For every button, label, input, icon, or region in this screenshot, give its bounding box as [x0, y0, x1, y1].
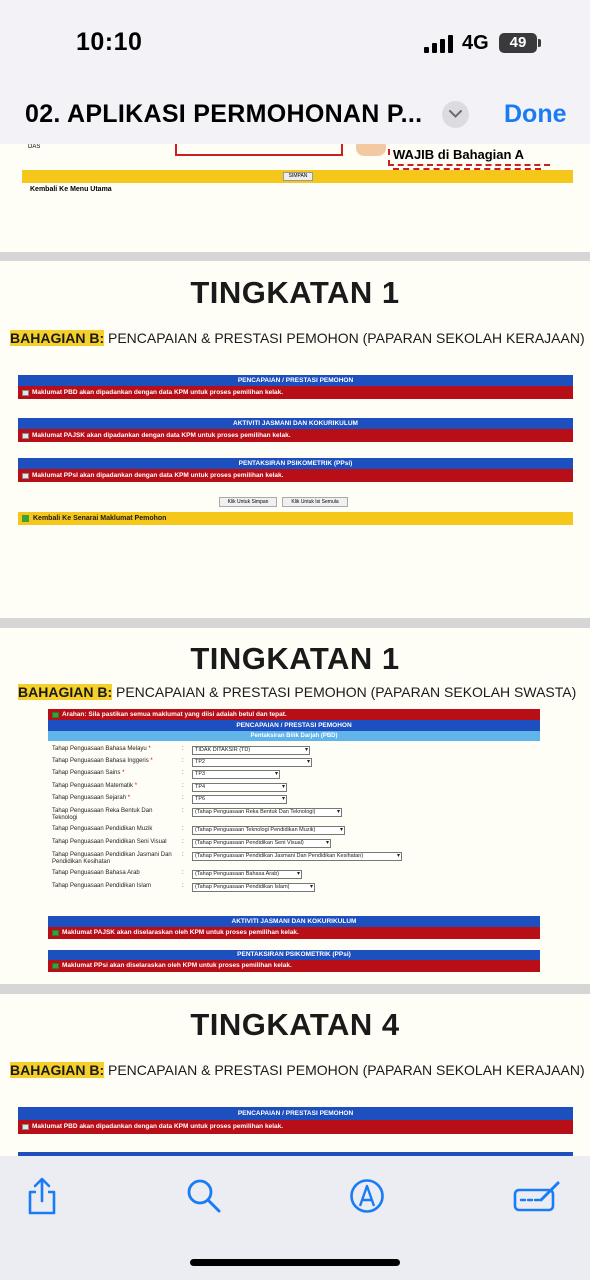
back-arrow-icon	[22, 515, 29, 522]
form-row-sejarah: Tahap Penguasaan Sejarah * : TP6 ▾	[52, 795, 412, 805]
select-muzik[interactable]: (Tahap Penguasaan Teknologi Pendidikan Muzik) ▾	[192, 826, 345, 835]
select-bahasa-melayu[interactable]: TIDAK DITAKSIR (TD) ▾	[192, 746, 310, 755]
battery-tip	[538, 39, 541, 47]
page-title: TINGKATAN 4	[190, 1007, 400, 1042]
bahagian-heading: BAHAGIAN B: PENCAPAIAN & PRESTASI PEMOHON (PAPARAN SEKOLAH KERAJAAN)	[10, 330, 585, 346]
section-header: PENCAPAIAN / PRESTASI PEMOHON	[18, 375, 573, 386]
select-jasmani[interactable]: (Tahap Penguasaan Pendidikan Jasmani Dan Pendidikan Kesihatan) ▾	[192, 852, 402, 861]
title-menu-button[interactable]	[442, 101, 469, 128]
page-3	[0, 628, 590, 984]
info-icon	[52, 930, 59, 936]
form-row-bahasa-inggeris: Tahap Penguasaan Bahasa Inggeris * : TP2 ▾	[52, 758, 412, 768]
kembali-menu-link[interactable]: Kembali Ke Menu Utama	[30, 186, 112, 193]
form-row-reka-bentuk: Tahap Penguasaan Reka Bentuk Dan Teknologi : (Tahap Penguasaan Reka Bentuk Dan Teknologi) ▾	[52, 808, 412, 822]
section-message: Maklumat PAJSK akan dipadankan dengan data KPM untuk proses pemilihan kelak.	[18, 429, 573, 442]
page-1	[0, 144, 590, 252]
status-bar	[0, 0, 590, 88]
select-bahasa-inggeris[interactable]: TP2 ▾	[192, 758, 312, 767]
document-viewport[interactable]	[0, 144, 590, 1156]
select-pendidikan-islam[interactable]: (Tahap Penguasaan Pendidikan Islam) ▾	[192, 883, 315, 892]
section-header: PENCAPAIAN / PRESTASI PEMOHON	[48, 720, 540, 731]
field-frame	[175, 144, 343, 156]
network-label: 4G	[462, 32, 489, 54]
thumb-icon	[356, 144, 386, 156]
select-sejarah[interactable]: TP6 ▾	[192, 795, 287, 804]
bahagian-heading: BAHAGIAN B: PENCAPAIAN & PRESTASI PEMOHON (PAPARAN SEKOLAH SWASTA)	[18, 684, 577, 700]
form-row-bahasa-arab: Tahap Penguasaan Bahasa Arab : (Tahap Penguasaan Bahasa Arab) ▾	[52, 870, 412, 880]
info-icon	[52, 712, 59, 718]
select-reka-bentuk[interactable]: (Tahap Penguasaan Reka Bentuk Dan Teknologi) ▾	[192, 808, 342, 817]
markup-icon[interactable]	[349, 1178, 385, 1219]
page-2	[0, 261, 590, 618]
signature-icon[interactable]	[513, 1180, 563, 1219]
kembali-senarai-link[interactable]: Kembali Ke Senarai Maklumat Pemohon	[18, 512, 573, 525]
image-icon	[22, 1124, 29, 1130]
section-message: Maklumat PBD akan dipadankan dengan data KPM untuk proses pemilihan kelak.	[18, 1120, 573, 1134]
simpan-button[interactable]: SIMPAN	[283, 172, 313, 181]
fragment-label: DAS	[28, 144, 41, 150]
section-header: PENTAKSIRAN PSIKOMETRIK (PPsi)	[18, 458, 573, 469]
section-message: Maklumat PPsI akan dipadankan dengan data KPM untuk proses pemilihan kelak.	[18, 469, 573, 482]
bahagian-heading: BAHAGIAN B: PENCAPAIAN & PRESTASI PEMOHON (PAPARAN SEKOLAH KERAJAAN)	[10, 1062, 585, 1078]
battery-icon: 49	[499, 33, 537, 53]
chevron-down-icon	[449, 110, 462, 118]
form-row-bahasa-melayu: Tahap Penguasaan Bahasa Melayu * : TIDAK DITAKSIR (TD) ▾	[52, 746, 412, 756]
nav-bar	[0, 88, 590, 144]
status-time: 10:10	[76, 28, 143, 56]
page-title: TINGKATAN 1	[190, 641, 400, 676]
section-header: AKTIVITI JASMANI DAN KOKURIKULUM	[18, 418, 573, 429]
select-seni-visual[interactable]: (Tahap Penguasaan Pendidikan Seni Visual) ▾	[192, 839, 331, 848]
signal-icon	[424, 35, 454, 53]
image-icon	[22, 390, 29, 396]
form-row-seni-visual: Tahap Penguasaan Pendidikan Seni Visual : (Tahap Penguasaan Pendidikan Seni Visual) ▾	[52, 839, 412, 849]
info-icon	[52, 963, 59, 969]
section-header: PENCAPAIAN / PRESTASI PEMOHON	[18, 1107, 573, 1120]
form-row-muzik: Tahap Penguasaan Pendidikan Muzik : (Tahap Penguasaan Teknologi Pendidikan Muzik) ▾	[52, 826, 412, 836]
home-indicator[interactable]	[190, 1259, 400, 1266]
select-bahasa-arab[interactable]: (Tahap Penguasaan Bahasa Arab) ▾	[192, 870, 302, 879]
section-message: Maklumat PBD akan dipadankan dengan data KPM untuk proses pemilihan kelak.	[18, 386, 573, 399]
reset-button[interactable]: Klik Untuk Isi Semula	[282, 497, 348, 507]
arahan-banner: Arahan: Sila pastikan semua maklumat yang diisi adalah betul dan tepat.	[48, 709, 540, 720]
page-4	[0, 994, 590, 1156]
form-row-jasmani: Tahap Penguasaan Pendidikan Jasmani Dan Pendidikan Kesihatan : (Tahap Penguasaan Pendidikan Jasmani Dan Pendidikan Kesihatan) ▾	[52, 852, 412, 866]
form-row-matematik: Tahap Penguasaan Matematik * : TP4 ▾	[52, 783, 412, 793]
image-icon	[22, 433, 29, 439]
image-icon	[22, 473, 29, 479]
share-icon[interactable]	[26, 1176, 58, 1221]
wajib-note: WAJIB di Bahagian A	[393, 147, 524, 162]
form-row-sains: Tahap Penguasaan Sains * : TP3 ▾	[52, 770, 412, 780]
sub-header: Pentaksiran Bilik Darjah (PBD)	[48, 731, 540, 741]
section-message: Maklumat PPsi akan diselaraskan oleh KPM untuk proses pemilihan kelak.	[48, 960, 540, 972]
document-title[interactable]: 02. APLIKASI PERMOHONAN P...	[25, 100, 423, 128]
save-button[interactable]: Klik Untuk Simpan	[219, 497, 277, 507]
search-icon[interactable]	[186, 1178, 222, 1219]
page-title: TINGKATAN 1	[190, 275, 400, 310]
select-matematik[interactable]: TP4 ▾	[192, 783, 287, 792]
section-header: AKTIVITI JASMANI DAN KOKURIKULUM	[48, 916, 540, 927]
done-button[interactable]: Done	[504, 100, 567, 128]
section-header: PENTAKSIRAN PSIKOMETRIK (PPsi)	[48, 950, 540, 960]
select-sains[interactable]: TP3 ▾	[192, 770, 280, 779]
form-row-pendidikan-islam: Tahap Penguasaan Pendidikan Islam : (Tahap Penguasaan Pendidikan Islam) ▾	[52, 883, 412, 893]
section-message: Maklumat PAJSK akan diselaraskan oleh KPM untuk proses pemilihan kelak.	[48, 927, 540, 939]
